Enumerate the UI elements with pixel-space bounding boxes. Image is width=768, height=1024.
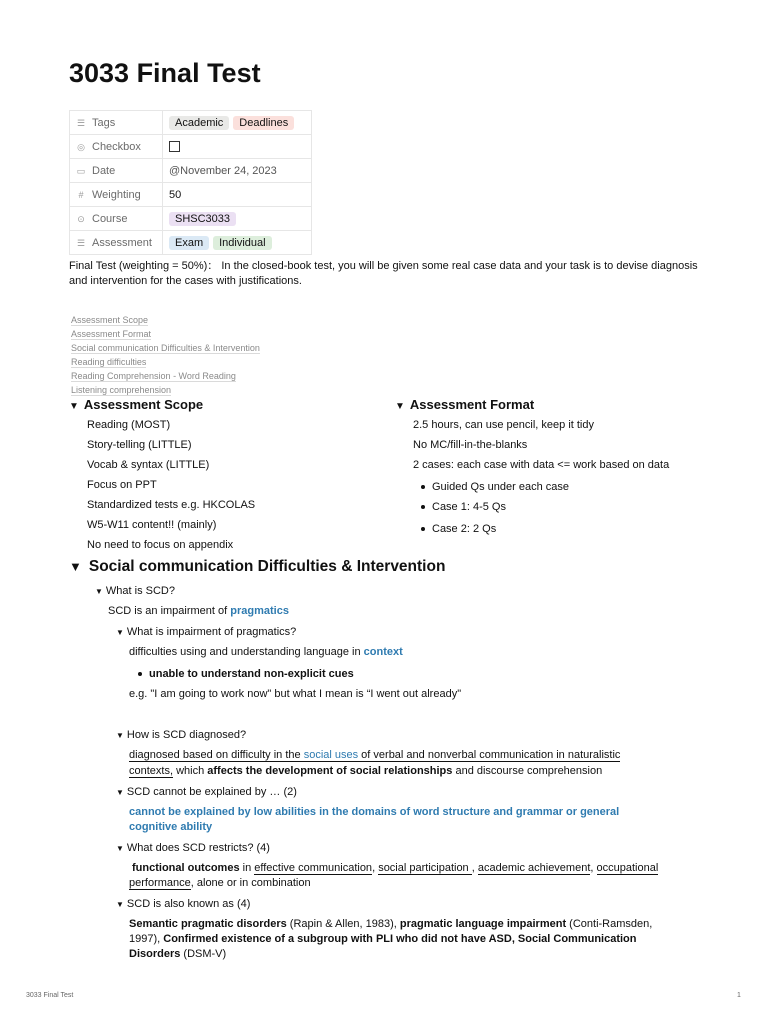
weighting-value[interactable]: 50 (169, 188, 182, 201)
assessment-chip[interactable]: Exam (169, 236, 209, 250)
assessment-scope-heading[interactable]: ▼ Assessment Scope (69, 397, 204, 412)
assessment-format-heading[interactable]: ▼ Assessment Format (395, 397, 535, 412)
format-bullet: Case 2: 2 Qs (421, 523, 496, 535)
format-item: 2 cases: each case with data <= work based on data (413, 459, 670, 471)
diagnosis-line-2: contexts, which affects the development of social relationships and discourse comprehension (129, 765, 603, 777)
property-label: Checkbox (92, 140, 141, 153)
format-bullet: Guided Qs under each case (421, 481, 569, 493)
toggle-triangle-icon: ▼ (116, 900, 124, 909)
page-title: 3033 Final Test (69, 58, 261, 88)
aka-line-3: Disorders (DSM-V) (129, 948, 227, 960)
pragmatics-definition: difficulties using and understanding language in context (129, 646, 403, 658)
date-value[interactable]: @November 24, 2023 (169, 164, 277, 177)
toggle-impairment-of-pragmatics[interactable]: ▼ What is impairment of pragmatics? (116, 626, 297, 638)
format-item: 2.5 hours, can use pencil, keep it tidy (413, 419, 594, 431)
bullet-dot-icon (421, 485, 425, 489)
tag-chip[interactable]: Deadlines (233, 116, 294, 130)
property-row-weighting[interactable] (70, 183, 312, 207)
pragmatics-example: e.g. "I am going to work now" but what I mean is “I went out already" (129, 688, 462, 700)
checkbox[interactable] (169, 141, 180, 152)
toggle-triangle-icon[interactable]: ▼ (395, 401, 405, 412)
toggle-triangle-icon: ▼ (95, 587, 103, 596)
toggle-also-known-as[interactable]: ▼ SCD is also known as (4) (116, 898, 251, 910)
list-icon: ☰ (76, 237, 86, 248)
toc-link[interactable]: Listening comprehension (71, 385, 172, 395)
bullet-dot-icon (421, 527, 425, 531)
format-item: No MC/fill-in-the-blanks (413, 439, 528, 451)
property-label: Date (92, 164, 116, 177)
property-row-date[interactable] (70, 159, 312, 183)
toggle-how-diagnosed[interactable]: ▼ How is SCD diagnosed? (116, 729, 247, 741)
checkbox-circle-icon: ◎ (77, 141, 85, 152)
toggle-triangle-icon: ▼ (116, 844, 124, 853)
cannot-explained-line-2: cognitive ability (129, 821, 213, 833)
toc-link[interactable]: Reading difficulties (71, 357, 147, 367)
scope-item: Focus on PPT (87, 479, 157, 491)
table-of-contents (71, 313, 260, 397)
property-row-tags[interactable] (70, 111, 312, 135)
footer-page-number: 1 (737, 992, 741, 999)
property-row-assessment[interactable] (70, 231, 312, 255)
bullet-dot-icon (421, 505, 425, 509)
properties-table (69, 110, 312, 255)
aka-line-1: Semantic pragmatic disorders (Rapin & Allen, 1983), pragmatic language impairment (Conti-Ramsden, (129, 918, 653, 930)
pragmatics-bullet: unable to understand non-explicit cues (138, 668, 354, 680)
toggle-what-is-scd[interactable]: ▼ What is SCD? (95, 585, 175, 597)
toggle-scd-restricts[interactable]: ▼ What does SCD restricts? (4) (116, 842, 270, 854)
toggle-triangle-icon: ▼ (116, 788, 124, 797)
restricts-line-1: functional outcomes in effective communication, social participation , academic achievement, occupational (132, 862, 659, 874)
scd-section-heading[interactable]: ▼ Social communication Difficulties & Intervention (69, 558, 446, 575)
number-icon: # (78, 189, 84, 200)
scope-item: W5-W11 content!! (mainly) (87, 519, 217, 531)
property-label: Tags (92, 116, 116, 129)
toc-link[interactable]: Assessment Format (71, 329, 152, 339)
aka-line-2: 1997), Confirmed existence of a subgroup with PLI who did not have ASD, Social Communication (129, 933, 637, 945)
bullet-dot-icon (138, 672, 142, 676)
scope-item: Reading (MOST) (87, 419, 171, 431)
summary-text: Final Test (weighting = 50%)： In the closed-book test, you will be given some real case data and your task is to devise diagnosis and intervention for the cases with justifications. (69, 260, 698, 287)
format-bullet: Case 1: 4-5 Qs (421, 501, 506, 513)
list-icon: ☰ (76, 117, 86, 128)
toc-link[interactable]: Social communication Difficulties & Intervention (71, 343, 260, 353)
calendar-icon: ▭ (76, 165, 86, 176)
tag-chip[interactable]: Academic (169, 116, 229, 130)
scope-item: Vocab & syntax (LITTLE) (87, 459, 210, 471)
toggle-triangle-icon[interactable]: ▼ (69, 559, 82, 574)
toggle-triangle-icon: ▼ (116, 731, 124, 740)
toc-link[interactable]: Assessment Scope (71, 315, 149, 325)
toggle-triangle-icon[interactable]: ▼ (69, 401, 79, 412)
toc-link[interactable]: Reading Comprehension - Word Reading (71, 371, 236, 381)
scd-definition: SCD is an impairment of pragmatics (108, 605, 289, 617)
scope-item: Standardized tests e.g. HKCOLAS (87, 499, 256, 511)
restricts-line-2: performance, alone or in combination (129, 877, 311, 889)
course-chip[interactable]: SHSC3033 (169, 212, 236, 226)
property-label: Weighting (92, 188, 141, 201)
toggle-cannot-be-explained[interactable]: ▼ SCD cannot be explained by … (2) (116, 786, 297, 798)
scope-item: Story-telling (LITTLE) (87, 439, 192, 451)
property-label: Course (92, 212, 128, 225)
property-row-course[interactable] (70, 207, 312, 231)
cannot-explained-line-1: cannot be explained by low abilities in the domains of word structure and grammar or general (129, 806, 620, 818)
property-row-checkbox[interactable] (70, 135, 312, 159)
footer-doc-title: 3033 Final Test (26, 992, 74, 999)
assessment-chip[interactable]: Individual (213, 236, 271, 250)
diagnosis-line-1: diagnosed based on difficulty in the social uses of verbal and nonverbal communication in naturalistic (129, 749, 621, 761)
property-label: Assessment (92, 236, 152, 249)
select-icon: ⊙ (77, 213, 85, 224)
scope-item: No need to focus on appendix (87, 539, 234, 551)
toggle-triangle-icon: ▼ (116, 628, 124, 637)
